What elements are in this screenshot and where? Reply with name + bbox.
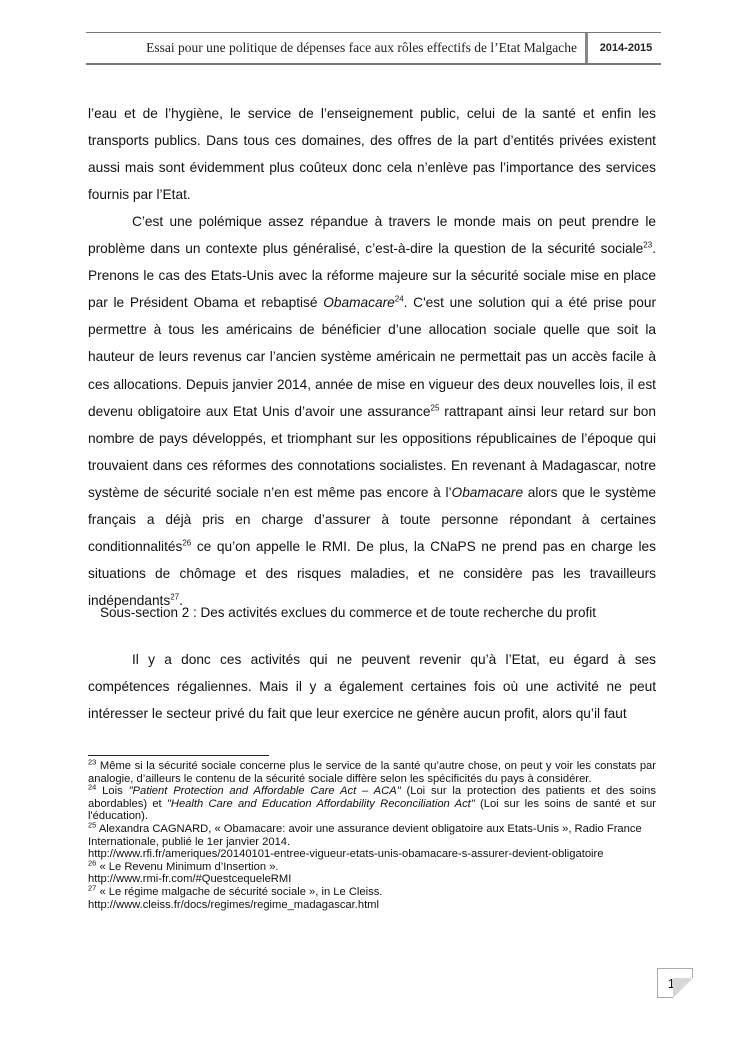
obamacare-term: Obamacare bbox=[323, 295, 395, 311]
obamacare-term: Obamacare bbox=[451, 484, 524, 500]
footnote-ref-27[interactable]: 27 bbox=[170, 592, 180, 602]
footnote-text: « Le régime malgache de sécurité sociale », in Le Cleiss. bbox=[96, 885, 383, 898]
footnote-ref-23[interactable]: 23 bbox=[643, 240, 653, 250]
page-number-box bbox=[657, 968, 693, 998]
paragraph-3: Il y a donc ces activités qui ne peuvent revenir qu’à l’Etat, eu égard à ses compétences régaliennes. Mais il y a également certaines fois où une activité ne peut intéresser le secteur privé du fait que leur exercice ne génère aucun profit, alors qu’il faut bbox=[88, 652, 656, 722]
paragraph-2 bbox=[88, 208, 656, 614]
footnote-text: Alexandra CAGNARD, « Obamacare: avoir une assurance devient obligatoire aux Etats-Unis », Radio France Internationale, publié le 1er janvier 2014. bbox=[88, 822, 642, 848]
paragraph-2-text: . Prenons le cas des Etats-Unis avec la réforme majeure sur la sécurité sociale mise en place par le Président Obama et rebaptisé bbox=[88, 241, 656, 311]
footnote-24 bbox=[88, 782, 656, 823]
footnote-26 bbox=[88, 858, 656, 886]
paragraph-2-text: rattrapant ainsi leur retard sur bon nombre de pays développés, et triomphant sur les oppositions républicaines de l’époque qui trouvaient dans ces réformes des connotations socialistes. En revenant à Madagascar, notre système de sécurité sociale n’en est même pas encore à l’ bbox=[88, 403, 656, 500]
footnotes bbox=[88, 757, 656, 911]
paragraph-2-text: alors que le système français a déjà pris en charge d’assurer à toute personne répondant à certaines conditionnalités bbox=[88, 484, 656, 555]
footnote-number: 27 bbox=[88, 883, 97, 893]
page-header bbox=[86, 32, 661, 65]
footnote-23 bbox=[88, 757, 656, 785]
page-curl-icon bbox=[673, 978, 693, 998]
paragraph-2-text: ce qu’on appelle le RMI. De plus, la CNaPS ne prend pas en charge les situations de chômage et des risques maladies, et ne considère pas les travailleurs indépendants bbox=[88, 539, 656, 609]
footnote-text: Même si la sécurité sociale concerne plus le service de la santé qu’autre chose, on peut y voir les constats par analogie, d’ailleurs le contenu de la sécurité sociale diffère selon les spécificités du pays à considérer. bbox=[88, 760, 656, 785]
act-title: "Patient Protection and Affordable Care Act – ACA" bbox=[128, 785, 401, 798]
footnote-number: 23 bbox=[88, 757, 97, 767]
paragraph-2-text: . bbox=[179, 593, 183, 609]
page-number: 12 bbox=[667, 976, 683, 991]
act-title: "Health Care and Education Affordability Reconciliation Act" bbox=[166, 797, 475, 810]
footnote-ref-24[interactable]: 24 bbox=[394, 294, 404, 304]
footnote-link[interactable]: http://www.cleiss.fr/docs/regimes/regime_madagascar.html bbox=[88, 898, 379, 911]
footnote-25 bbox=[88, 820, 656, 861]
paragraph-2-text: C’est une polémique assez répandue à travers le monde mais on peut prendre le problème dans un contexte plus généralisé, c’est-à-dire la question de la sécurité sociale bbox=[88, 214, 656, 257]
footnote-link[interactable]: http://www.rmi-fr.com/#QuestcequeleRMI bbox=[88, 873, 292, 886]
header-year: 2014-2015 bbox=[599, 42, 653, 54]
footnote-text: « Le Revenu Minimum d’Insertion ». bbox=[96, 860, 279, 873]
footnote-text: (Loi sur les soins de santé et sur l'éducation). bbox=[88, 797, 656, 823]
footnote-27 bbox=[88, 883, 656, 911]
footnote-text: Lois bbox=[96, 785, 129, 798]
footnote-number: 24 bbox=[88, 782, 97, 792]
footnote-ref-26[interactable]: 26 bbox=[182, 538, 192, 548]
paragraph-1: l’eau et de l’hygiène, le service de l’enseignement public, celui de la santé et enfin les transports publics. Dans tous ces domaines, des offres de la part d’entités privées existent aussi mais sont évidemment plus coûteux donc cela n’enlève pas l’importance des services fournis par l’Etat. bbox=[88, 106, 656, 203]
subsection-heading: Sous-section 2 : Des activités exclues du commerce et de toute recherche du profit bbox=[100, 605, 596, 620]
header-title: Essai pour une politique de dépenses face aux rôles effectifs de l’Etat Malgache bbox=[86, 33, 588, 63]
footnote-number: 25 bbox=[88, 820, 97, 830]
footnote-separator bbox=[88, 755, 269, 756]
footnote-ref-25[interactable]: 25 bbox=[430, 403, 440, 413]
footnote-text: (Loi sur la protection des patients et des soins abordables) et bbox=[88, 785, 656, 810]
footnote-link[interactable]: http://www.rfi.fr/ameriques/20140101-entree-vigueur-etats-unis-obamacare-s-assurer-devient-obligatoire bbox=[88, 848, 604, 861]
footnote-number: 26 bbox=[88, 858, 97, 868]
paragraph-2-text: . C'est une solution qui a été prise pour permettre à tous les américains de bénéficier d’une allocation sociale quelle que soit la hauteur de leurs revenus car l’ancien système américain ne permettait pas un accès facile à ces allocations. Depuis janvier 2014, année de mise en vigueur des deux nouvelles lois, il est devenu obligatoire aux Etat Unis d’avoir une assurance bbox=[88, 295, 657, 419]
